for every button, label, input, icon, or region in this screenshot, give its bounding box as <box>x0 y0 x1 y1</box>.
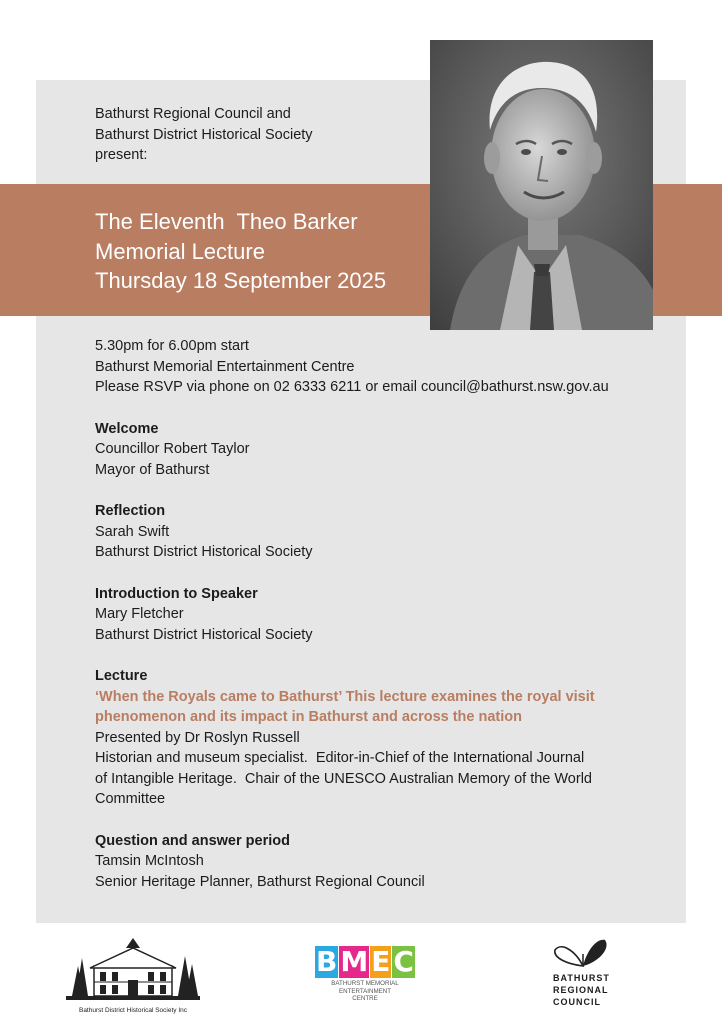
qa-name: Tamsin McIntosh <box>95 853 204 869</box>
reflection-section <box>95 501 665 563</box>
reflection-role: Bathurst District Historical Society <box>95 544 313 560</box>
event-info <box>95 336 665 398</box>
bmec-caption <box>327 980 403 1003</box>
lecture-bio-line: Committee <box>95 791 166 807</box>
brc-line: BATHURST <box>553 973 610 983</box>
brc-wordmark <box>553 972 610 1008</box>
welcome-name: Councillor Robert Taylor <box>95 441 250 457</box>
lecture-heading: Lecture <box>95 668 148 684</box>
reflection-heading: Reflection <box>95 503 166 519</box>
bmec-logo <box>316 945 414 1010</box>
bmec-letter: C <box>393 945 414 978</box>
lecture-presenter: Presented by Dr Roslyn Russell <box>95 729 300 746</box>
heritage-building-icon <box>66 936 200 1004</box>
lecture-section <box>95 666 665 810</box>
presenter-line: Bathurst District Historical Society <box>95 126 313 143</box>
portrait-illustration <box>430 40 653 330</box>
bmec-caption-line: BATHURST MEMORIAL <box>331 980 399 987</box>
qa-section <box>95 831 665 893</box>
welcome-heading: Welcome <box>95 420 159 437</box>
presenter-line: present: <box>95 147 148 163</box>
butterfly-icon <box>553 936 613 970</box>
title-line: Memorial Lecture <box>95 238 265 264</box>
introduction-role: Bathurst District Historical Society <box>95 626 313 643</box>
brc-logo <box>553 936 633 1016</box>
bdhs-logo <box>66 936 200 1016</box>
lecture-bio-line: of Intangible Heritage. Chair of the UNESCO Australian Memory of the World <box>95 770 592 787</box>
introduction-section <box>95 584 665 646</box>
bmec-letter: E <box>371 945 391 978</box>
brc-line: REGIONAL <box>553 985 609 995</box>
bmec-letter: B <box>316 945 338 978</box>
introduction-name: Mary Fletcher <box>95 606 184 622</box>
reflection-name: Sarah Swift <box>95 523 170 540</box>
presenters-block <box>95 104 313 166</box>
bmec-wordmark <box>316 945 414 978</box>
presenter-line: Bathurst Regional Council and <box>95 106 291 122</box>
title-line: Thursday 18 September 2025 <box>95 268 387 293</box>
event-time: 5.30pm for 6.00pm start <box>95 338 249 354</box>
lecture-title-block <box>95 207 425 296</box>
introduction-heading: Introduction to Speaker <box>95 585 258 602</box>
event-venue: Bathurst Memorial Entertainment Centre <box>95 358 355 375</box>
welcome-section <box>95 419 665 481</box>
brc-line: COUNCIL <box>553 997 601 1007</box>
welcome-role: Mayor of Bathurst <box>95 461 210 478</box>
lecture-title-line: phenomenon and its impact in Bathurst and across the nation <box>95 709 522 725</box>
event-details <box>95 336 665 892</box>
lecture-title-line: ‘When the Royals came to Bathurst’ This lecture examines the royal visit <box>95 688 595 705</box>
qa-role: Senior Heritage Planner, Bathurst Regional Council <box>95 873 425 890</box>
bdhs-caption: Bathurst District Historical Society Inc <box>78 1007 187 1014</box>
lecture-bio-line: Historian and museum specialist. Editor-in-Chief of the International Journal <box>95 750 585 766</box>
qa-heading: Question and answer period <box>95 832 290 849</box>
event-rsvp: Please RSVP via phone on 02 6333 6211 or email council@bathurst.nsw.gov.au <box>95 379 609 395</box>
title-line: The Eleventh Theo Barker <box>95 209 358 234</box>
bmec-caption-line: ENTERTAINMENT CENTRE <box>338 987 392 1002</box>
bmec-letter: M <box>340 945 369 978</box>
portrait-photo <box>430 40 653 330</box>
